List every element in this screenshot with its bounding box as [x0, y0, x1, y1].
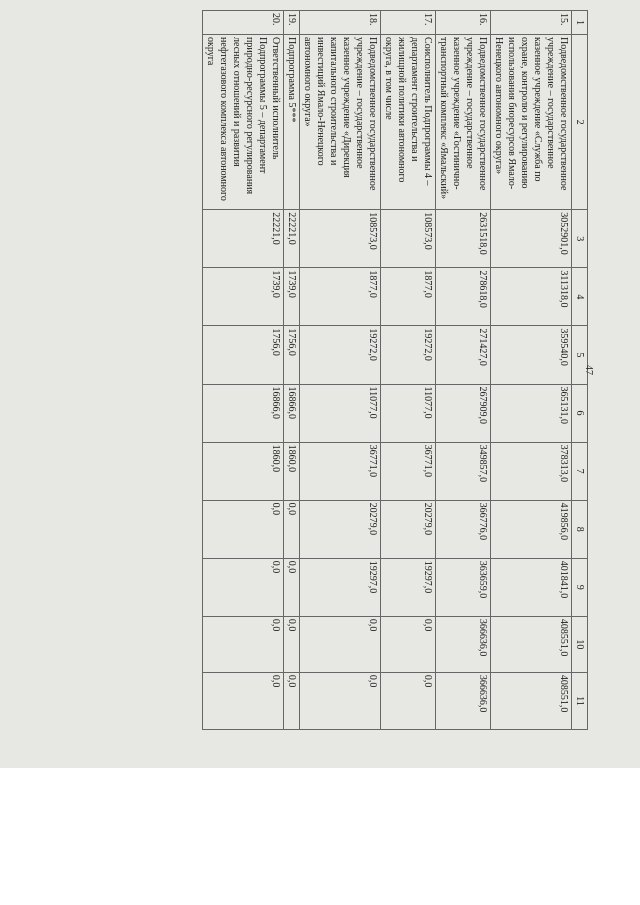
row-description: Ответственный исполнитель Подпрограммы 5 – департамент природно-ресурсного регулирования лесных отношений и развития нефтегазового комплекса автономного округа — [203, 35, 284, 210]
value-cell: 401841,0 — [491, 558, 572, 616]
value-cell: 2631518,0 — [436, 210, 491, 268]
value-cell: 365131,0 — [491, 384, 572, 442]
row-description: Соисполнитель Подпрограммы 4 – департамент строительства и жилищной политики автономного округа, в том числе — [381, 35, 436, 210]
row-number: 18. — [300, 11, 381, 35]
value-cell: 11077,0 — [381, 384, 436, 442]
value-cell: 11077,0 — [300, 384, 381, 442]
value-cell: 1860,0 — [203, 442, 284, 500]
value-cell: 0,0 — [381, 672, 436, 729]
row-description: Подведомственное государственное учреждение – государственное казенное учреждение «Гостинично-транспортный комплекс «Ямальский» — [436, 35, 491, 210]
value-cell: 271427,0 — [436, 326, 491, 384]
column-header: 11 — [572, 672, 588, 729]
table-row — [203, 11, 284, 730]
row-number: 20. — [203, 11, 284, 35]
value-cell: 1756,0 — [203, 326, 284, 384]
value-cell: 408551,0 — [491, 672, 572, 729]
column-header: 10 — [572, 616, 588, 672]
value-cell: 108573,0 — [300, 210, 381, 268]
value-cell: 1860,0 — [284, 442, 300, 500]
column-header: 1 — [572, 11, 588, 35]
value-cell: 3052901,0 — [491, 210, 572, 268]
value-cell: 19297,0 — [381, 558, 436, 616]
value-cell: 1877,0 — [381, 268, 436, 326]
column-header: 7 — [572, 442, 588, 500]
row-description: Подпрограмма 5*** — [284, 35, 300, 210]
value-cell: 311318,0 — [491, 268, 572, 326]
value-cell: 267909,0 — [436, 384, 491, 442]
row-description: Подведомственное государственное учреждение – государственное казенное учреждение «Служба по охране, контролю и регулированию использования биоресурсов Ямало-Ненецкого автономного округа» — [491, 35, 572, 210]
value-cell: 1756,0 — [284, 326, 300, 384]
value-cell: 22221,0 — [203, 210, 284, 268]
row-number: 15. — [491, 11, 572, 35]
value-cell: 0,0 — [381, 616, 436, 672]
table-row — [284, 11, 300, 730]
row-number: 19. — [284, 11, 300, 35]
value-cell: 16866,0 — [203, 384, 284, 442]
value-cell: 19272,0 — [300, 326, 381, 384]
value-cell: 419856,0 — [491, 500, 572, 558]
column-header: 3 — [572, 210, 588, 268]
value-cell: 19297,0 — [300, 558, 381, 616]
column-header: 4 — [572, 268, 588, 326]
row-description: Подведомственное государственное учреждение – государственное казенное учреждение «Дирекция капитального строительства и инвестиций Ямало-Ненецкого автономного округа» — [300, 35, 381, 210]
value-cell: 19272,0 — [381, 326, 436, 384]
value-cell: 0,0 — [203, 672, 284, 729]
value-cell: 108573,0 — [381, 210, 436, 268]
value-cell: 20279,0 — [381, 500, 436, 558]
value-cell: 359540,0 — [491, 326, 572, 384]
value-cell: 0,0 — [203, 616, 284, 672]
column-header: 6 — [572, 384, 588, 442]
value-cell: 408551,0 — [491, 616, 572, 672]
value-cell: 378313,0 — [491, 442, 572, 500]
value-cell: 349857,0 — [436, 442, 491, 500]
row-number: 16. — [436, 11, 491, 35]
value-cell: 1739,0 — [203, 268, 284, 326]
column-header: 8 — [572, 500, 588, 558]
value-cell: 363659,0 — [436, 558, 491, 616]
value-cell: 16866,0 — [284, 384, 300, 442]
value-cell: 0,0 — [203, 558, 284, 616]
value-cell: 0,0 — [284, 500, 300, 558]
table-row — [436, 11, 491, 730]
value-cell: 366636,0 — [436, 616, 491, 672]
value-cell: 0,0 — [284, 616, 300, 672]
table-row — [300, 11, 381, 730]
budget-table — [202, 10, 588, 730]
value-cell: 22221,0 — [284, 210, 300, 268]
value-cell: 36771,0 — [381, 442, 436, 500]
value-cell: 1877,0 — [300, 268, 381, 326]
value-cell: 20279,0 — [300, 500, 381, 558]
value-cell: 0,0 — [300, 616, 381, 672]
value-cell: 0,0 — [284, 558, 300, 616]
table-row — [491, 11, 572, 730]
column-header: 5 — [572, 326, 588, 384]
value-cell: 0,0 — [300, 672, 381, 729]
value-cell: 0,0 — [284, 672, 300, 729]
value-cell: 366776,0 — [436, 500, 491, 558]
rotated-table-area — [28, 10, 594, 730]
page-number: 47 — [583, 365, 594, 375]
value-cell: 366636,0 — [436, 672, 491, 729]
value-cell: 0,0 — [203, 500, 284, 558]
value-cell: 1739,0 — [284, 268, 300, 326]
value-cell: 36771,0 — [300, 442, 381, 500]
column-header: 9 — [572, 558, 588, 616]
row-number: 17. — [381, 11, 436, 35]
table-row — [381, 11, 436, 730]
value-cell: 278618,0 — [436, 268, 491, 326]
column-header: 2 — [572, 35, 588, 210]
